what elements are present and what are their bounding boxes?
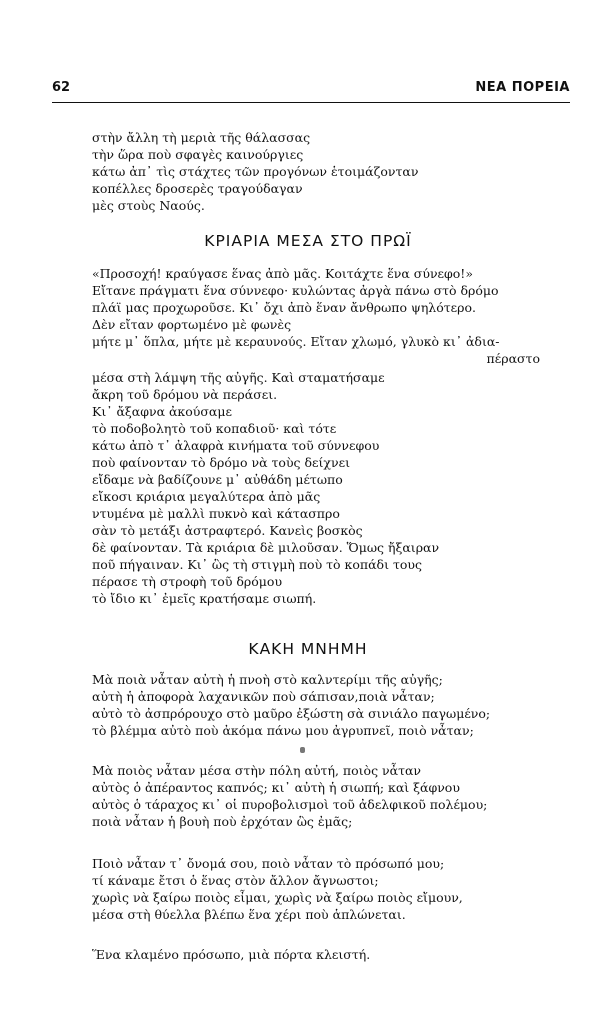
verse-line: τί κάναμε ἔτσι ὁ ἕνας στὸν ἄλλον ἄγνωστοι;	[92, 873, 379, 888]
verse-line-continuation: πέραστο	[486, 351, 540, 366]
poem-title: ΚΡΙΑΡΙΑ ΜΕΣΑ ΣΤΟ ΠΡΩΪ	[204, 232, 412, 250]
ink-speck	[300, 747, 305, 753]
verse-line: εἴκοσι κριάρια μεγαλύτερα ἀπὸ μᾶς	[92, 489, 321, 504]
verse-line: μὲς στοὺς Ναούς.	[92, 198, 205, 213]
verse-line: τὴν ὥρα ποὺ σφαγὲς καινούργιες	[92, 147, 304, 162]
verse-line: μέσα στὴ λάμψη τῆς αὐγῆς. Καὶ σταματήσαμε	[92, 370, 385, 385]
verse-line: πλάϊ μας προχωροῦσε. Κι᾿ ὄχι ἀπὸ ἕναν ἄνθρωπο ψηλότερο.	[92, 300, 476, 315]
verse-line: Μὰ ποιὰ νἆταν αὐτὴ ἡ πνοὴ στὸ καλντερίμι τῆς αὐγῆς;	[92, 672, 443, 687]
verse-line: σὰν τὸ μετάξι ἀστραφτερό. Κανεὶς βοσκὸς	[92, 523, 363, 538]
verse-line: Εἴτανε πράγματι ἕνα σύννεφο· κυλώντας ἀργὰ πάνω στὸ δρόμο	[92, 283, 499, 298]
verse-line: εἴδαμε νὰ βαδίζουνε μ᾿ αὐθάδη μέτωπο	[92, 472, 343, 487]
poem-title: ΚΑΚΗ ΜΝΗΜΗ	[248, 640, 368, 658]
verse-line: κάτω ἀπὸ τ᾿ ἀλαφρὰ κινήματα τοῦ σύννεφου	[92, 438, 380, 453]
verse-line: αὐτὸ τὸ ἀσπρόρουχο στὸ μαῦρο ἐξώστη σὰ σινιάλο παγωμένο;	[92, 706, 491, 721]
verse-line: τὸ βλέμμα αὐτὸ ποὺ ἀκόμα πάνω μου ἀγρυπνεῖ, ποιὸ νἆταν;	[92, 723, 474, 738]
verse-line: ἄκρη τοῦ δρόμου νὰ περάσει.	[92, 387, 278, 402]
verse-line: δὲ φαίνονταν. Τὰ κριάρια δὲ μιλοῦσαν. Ὅμως ἤξαιραν	[92, 540, 440, 555]
verse-line: κάτω ἀπ᾿ τὶς στάχτες τῶν προγόνων ἑτοιμάζονταν	[92, 164, 419, 179]
verse-line: χωρὶς νὰ ξαίρω ποιὸς εἶμαι, χωρὶς νὰ ξαίρω ποιὸς εἴμουν,	[92, 890, 463, 905]
verse-line: Ἕνα κλαμένο πρόσωπο, μιὰ πόρτα κλειστή.	[92, 947, 371, 962]
verse-line: Ποιὸ νἆταν τ᾿ ὄνομά σου, ποιὸ νἆταν τὸ πρόσωπό μου;	[92, 856, 445, 871]
verse-line: αὐτὸς ὁ τάραχος κι᾿ οἱ πυροβολισμοὶ τοῦ ἀδελφικοῦ πολέμου;	[92, 797, 488, 812]
verse-line: ντυμένα μὲ μαλλὶ πυκνὸ καὶ κάτασπρο	[92, 506, 340, 521]
verse-line: αὐτὴ ἡ ἀποφορὰ λαχανικῶν ποὺ σάπισαν,ποιὰ νἆταν;	[92, 689, 435, 704]
verse-line: πέρασε τὴ στροφὴ τοῦ δρόμου	[92, 574, 283, 589]
verse-line: «Προσοχή! κραύγασε ἕνας ἀπὸ μᾶς. Κοιτάχτε ἕνα σύνεφο!»	[92, 266, 473, 281]
verse-line: μήτε μ᾿ ὅπλα, μήτε μὲ κεραυνούς. Εἴταν χλωμό, γλυκὸ κι᾿ ἀδια-	[92, 334, 500, 349]
page-header	[52, 80, 570, 103]
verse-line: ποὺ φαίνονταν τὸ δρόμο νὰ τοὺς δείχνει	[92, 455, 350, 470]
verse-line: στὴν ἄλλη τὴ μεριὰ τῆς θάλασσας	[92, 130, 311, 145]
verse-line: Μὰ ποιὸς νἆταν μέσα στὴν πόλη αὐτή, ποιὸς νἆταν	[92, 763, 422, 778]
verse-line: ποῦ πήγαιναν. Κι᾿ ὣς τὴ στιγμὴ ποὺ τὸ κοπάδι τους	[92, 557, 422, 572]
page-number: 62	[52, 80, 71, 95]
verse-line: αὐτὸς ὁ ἀπέραντος καπνός; κι᾿ αὐτὴ ἡ σιωπή; καὶ ξάφνου	[92, 780, 460, 795]
verse-line: Δὲν εἴταν φορτωμένο μὲ φωνὲς	[92, 317, 292, 332]
verse-line: τὸ ἴδιο κι᾿ ἐμεῖς κρατήσαμε σιωπή.	[92, 591, 317, 606]
verse-line: ποιὰ νἆταν ἡ βουὴ ποὺ ἐρχόταν ὣς ἐμᾶς;	[92, 814, 353, 829]
running-title: ΝΕΑ ΠΟΡΕΙΑ	[475, 80, 570, 95]
verse-line: κοπέλλες δροσερὲς τραγούδαγαν	[92, 181, 303, 196]
verse-line: Κι᾿ ἄξαφνα ἀκούσαμε	[92, 404, 232, 419]
verse-line: μέσα στὴ θύελλα βλέπω ἕνα χέρι ποὺ ἁπλώνεται.	[92, 907, 406, 922]
verse-line: τὸ ποδοβολητὸ τοῦ κοπαδιοῦ· καὶ τότε	[92, 421, 337, 436]
